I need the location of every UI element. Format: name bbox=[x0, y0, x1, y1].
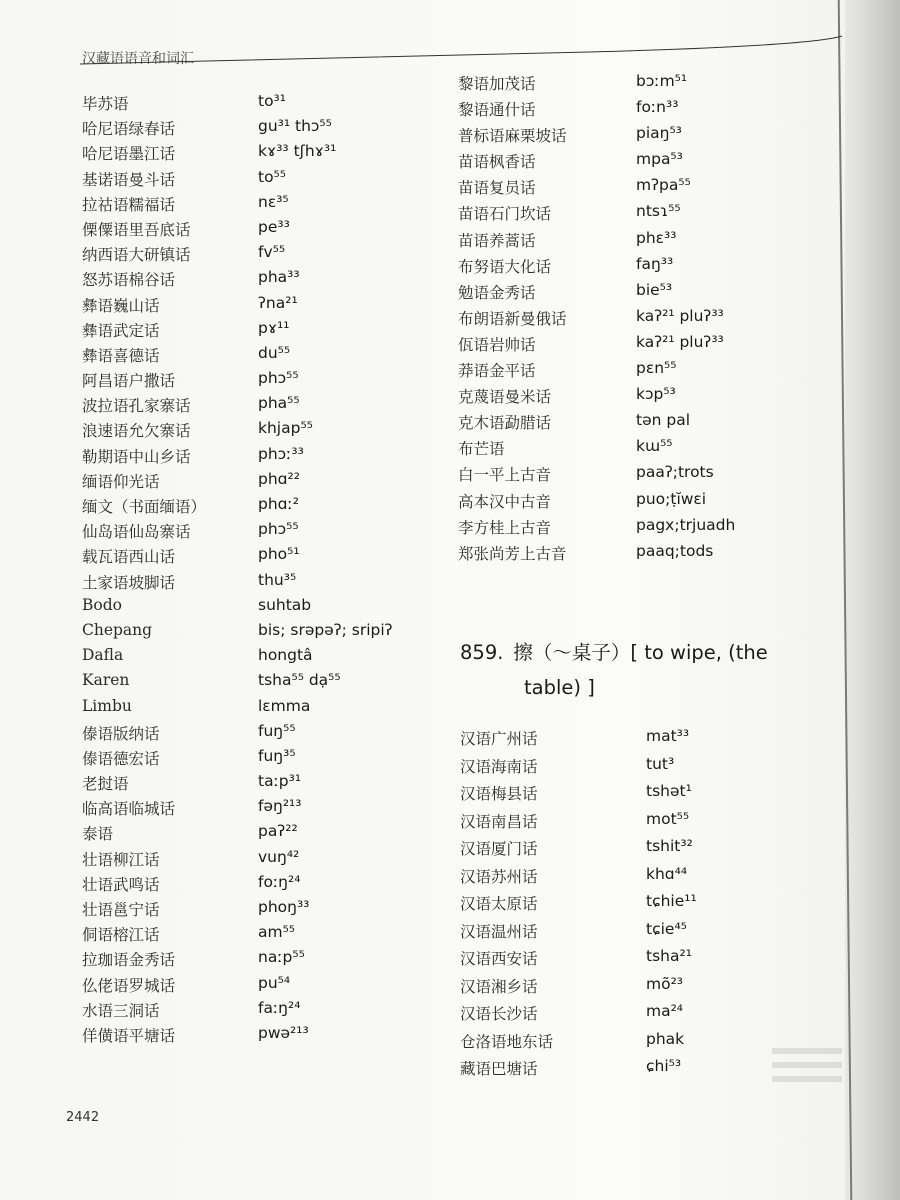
word-form: pu⁵⁴ bbox=[258, 973, 291, 992]
language-name: 哈尼语墨江话 bbox=[82, 145, 176, 164]
language-name: 侗语榕江话 bbox=[82, 926, 160, 945]
language-name: 基诺语曼斗话 bbox=[82, 170, 176, 189]
word-form: tshət¹ bbox=[646, 782, 692, 800]
word-form: pha³³ bbox=[258, 268, 300, 287]
language-name: 李方桂上古音 bbox=[458, 518, 552, 537]
language-name: 汉语湘乡话 bbox=[460, 977, 538, 996]
word-form: gu³¹ thɔ⁵⁵ bbox=[258, 117, 332, 136]
word-form: pha⁵⁵ bbox=[258, 394, 300, 413]
language-name: 汉语南昌话 bbox=[460, 812, 538, 831]
language-name: 汉语海南话 bbox=[460, 757, 538, 776]
word-form: pɤ¹¹ bbox=[258, 318, 290, 337]
word-form: fuŋ³⁵ bbox=[258, 746, 296, 765]
word-form: fv⁵⁵ bbox=[258, 243, 286, 262]
word-form: phɔː³³ bbox=[258, 444, 304, 463]
language-name: 阿昌语户撒话 bbox=[82, 372, 176, 391]
entry-number: 859. bbox=[460, 641, 504, 664]
language-name: 苗语石门坎话 bbox=[458, 205, 552, 224]
language-name: 水语三洞话 bbox=[82, 1001, 160, 1020]
word-form: tɕie⁴⁵ bbox=[646, 919, 687, 938]
word-form: pwə²¹³ bbox=[258, 1023, 309, 1042]
word-form: puo;ṭĭwɛi bbox=[636, 489, 707, 508]
language-name: 纳西语大研镇话 bbox=[82, 246, 191, 265]
language-name: 佯僙语平塘话 bbox=[82, 1026, 176, 1045]
language-name: Karen bbox=[82, 671, 130, 690]
language-name: 老挝语 bbox=[82, 775, 129, 794]
word-form: tɕhie¹¹ bbox=[646, 892, 697, 910]
word-form: faŋ³³ bbox=[636, 254, 674, 273]
language-name: 泰语 bbox=[82, 825, 114, 844]
language-name: 苗语复员话 bbox=[458, 179, 536, 198]
language-name: 仓洛语地东话 bbox=[460, 1032, 554, 1051]
page-number: 2442 bbox=[66, 1110, 100, 1125]
language-name: 佤语岩帅话 bbox=[458, 335, 536, 354]
word-form: kɔp⁵³ bbox=[636, 385, 676, 404]
language-name: 勒期语中山乡话 bbox=[82, 447, 191, 466]
language-name: 汉语厦门话 bbox=[460, 840, 538, 858]
word-form: nɛ³⁵ bbox=[258, 192, 289, 211]
language-name: 浪速语允欠寨话 bbox=[82, 422, 191, 441]
language-name: 布芒语 bbox=[458, 440, 505, 459]
word-form: taːp³¹ bbox=[258, 772, 302, 791]
word-form: thu³⁵ bbox=[258, 570, 297, 589]
word-form: pho⁵¹ bbox=[258, 545, 300, 564]
word-form: pagx;trjuadh bbox=[636, 515, 736, 534]
word-form: foːn³³ bbox=[636, 98, 679, 117]
bleed-through-text bbox=[772, 1040, 842, 1090]
word-form: hongtâ bbox=[258, 646, 313, 665]
language-name: 布努语大化话 bbox=[458, 257, 552, 276]
language-name: 克木语勐腊话 bbox=[458, 414, 552, 433]
language-name: 高本汉中古音 bbox=[458, 492, 552, 511]
language-name: 波拉语孔家寨话 bbox=[82, 397, 191, 416]
word-form: phoŋ³³ bbox=[258, 898, 310, 916]
language-name: 傈僳语里吾底话 bbox=[82, 220, 191, 239]
language-name: Bodo bbox=[82, 595, 122, 614]
word-form: bɔːm⁵¹ bbox=[636, 72, 688, 90]
word-form: mot⁵⁵ bbox=[646, 809, 690, 828]
language-name: 克蔑语曼米话 bbox=[458, 388, 552, 407]
word-form: ɕhi⁵³ bbox=[646, 1057, 682, 1075]
word-form: khjap⁵⁵ bbox=[258, 419, 313, 438]
word-form: foːŋ²⁴ bbox=[258, 872, 301, 891]
language-name: 傣语版纳话 bbox=[82, 724, 160, 743]
language-name: 普标语麻栗坡话 bbox=[458, 127, 567, 146]
language-name: 汉语温州话 bbox=[460, 922, 538, 941]
word-form: ma²⁴ bbox=[646, 1002, 684, 1020]
language-name: 汉语长沙话 bbox=[460, 1005, 538, 1023]
language-name: 土家语坡脚话 bbox=[82, 573, 176, 592]
word-form: mat³³ bbox=[646, 727, 690, 745]
running-header: 汉藏语语音和词汇 bbox=[82, 51, 194, 67]
language-name: 汉语太原话 bbox=[460, 895, 538, 913]
word-form: khɑ⁴⁴ bbox=[646, 864, 688, 883]
word-form: kɤ³³ tʃhɤ³¹ bbox=[258, 142, 337, 161]
language-name: 汉语苏州话 bbox=[460, 867, 538, 886]
word-form: fəŋ²¹³ bbox=[258, 797, 302, 816]
word-form: du⁵⁵ bbox=[258, 343, 291, 362]
word-form: paaʔ;trots bbox=[636, 463, 714, 482]
language-name: 仫佬语罗城话 bbox=[82, 976, 176, 995]
language-name: 黎语通什话 bbox=[458, 101, 536, 120]
word-form: vuŋ⁴² bbox=[258, 847, 300, 866]
word-form: pe³³ bbox=[258, 217, 290, 236]
word-form: am⁵⁵ bbox=[258, 923, 296, 942]
language-name: Dafla bbox=[82, 646, 124, 665]
entry-heading bbox=[460, 626, 820, 680]
word-form: bis; srəpəʔ; sripiʔ bbox=[258, 620, 393, 639]
language-name: 怒苏语棉谷话 bbox=[82, 271, 176, 290]
language-name: 汉语梅县话 bbox=[460, 785, 538, 803]
word-form: kaʔ²¹ pluʔ³³ bbox=[636, 332, 724, 351]
word-form: tshit³² bbox=[646, 837, 693, 855]
language-name: 哈尼语绿春话 bbox=[82, 120, 176, 139]
language-name: Limbu bbox=[82, 696, 132, 715]
language-name: 黎语加茂话 bbox=[458, 75, 536, 93]
language-name: 壮语武鸣话 bbox=[82, 875, 160, 894]
word-form: piaŋ⁵³ bbox=[636, 124, 682, 143]
language-name: 临高语临城话 bbox=[82, 800, 176, 819]
word-form: mʔpa⁵⁵ bbox=[636, 176, 691, 195]
page-edge-shadow bbox=[845, 0, 900, 1200]
language-name: 傣语德宏话 bbox=[82, 749, 160, 768]
word-form: tsha²¹ bbox=[646, 947, 692, 965]
word-form: mpa⁵³ bbox=[636, 150, 683, 169]
word-form: tsha⁵⁵ dạ⁵⁵ bbox=[258, 671, 341, 690]
word-form: naːp⁵⁵ bbox=[258, 948, 305, 967]
word-form: tən pal bbox=[636, 411, 691, 430]
language-name: 彝语喜德话 bbox=[82, 346, 160, 365]
word-form: phɛ³³ bbox=[636, 228, 677, 247]
language-name: 壮语柳江话 bbox=[82, 850, 160, 869]
language-name: 壮语邕宁话 bbox=[82, 901, 160, 919]
word-form: phak bbox=[646, 1029, 685, 1048]
language-name: 郑张尚芳上古音 bbox=[458, 544, 567, 563]
word-form: ntsɿ⁵⁵ bbox=[636, 202, 681, 221]
language-name: 汉语广州话 bbox=[460, 730, 538, 748]
entry-gloss-continued: table) ] bbox=[524, 676, 595, 699]
language-name: 汉语西安话 bbox=[460, 950, 538, 968]
language-name: 拉珈语金秀话 bbox=[82, 951, 176, 970]
language-name: 缅文（书面缅语） bbox=[82, 498, 207, 516]
word-form: tut³ bbox=[646, 754, 675, 773]
word-form: phɔ⁵⁵ bbox=[258, 369, 299, 388]
language-name: 彝语武定话 bbox=[82, 321, 160, 340]
word-form: ʔna²¹ bbox=[258, 293, 298, 312]
language-name: 苗语枫香话 bbox=[458, 153, 536, 172]
language-name: 白一平上古音 bbox=[458, 466, 552, 485]
word-form: paʔ²² bbox=[258, 822, 298, 841]
word-form: pɛn⁵⁵ bbox=[636, 359, 677, 378]
word-form: bie⁵³ bbox=[636, 280, 673, 299]
language-name: Chepang bbox=[82, 620, 153, 639]
word-form: paaq;tods bbox=[636, 541, 714, 560]
language-name: 莽语金平话 bbox=[458, 362, 536, 381]
language-name: 勉语金秀话 bbox=[458, 283, 536, 302]
language-name: 彝语巍山话 bbox=[82, 296, 160, 315]
word-form: to⁵⁵ bbox=[258, 167, 286, 186]
language-name: 布朗语新曼俄话 bbox=[458, 309, 567, 328]
language-name: 载瓦语西山话 bbox=[82, 548, 176, 567]
language-name: 缅语仰光话 bbox=[82, 472, 160, 491]
language-name: 拉祜语糯福话 bbox=[82, 195, 176, 214]
word-form: kaʔ²¹ pluʔ³³ bbox=[636, 306, 724, 325]
entry-headword: 擦（～桌子）[ to wipe, (the bbox=[513, 641, 768, 664]
word-form: phɑ²² bbox=[258, 469, 300, 488]
language-name: 毕苏语 bbox=[82, 95, 129, 113]
word-form: phɑː² bbox=[258, 495, 299, 513]
language-name: 苗语养蒿话 bbox=[458, 231, 536, 250]
word-form: mõ²³ bbox=[646, 974, 684, 993]
word-form: phɔ⁵⁵ bbox=[258, 520, 299, 539]
language-name: 仙岛语仙岛寨话 bbox=[82, 523, 191, 542]
word-form: kɯ⁵⁵ bbox=[636, 437, 673, 456]
word-form: suhtab bbox=[258, 595, 312, 614]
word-form: faːŋ²⁴ bbox=[258, 998, 301, 1017]
word-form: to³¹ bbox=[258, 92, 286, 110]
word-form: fuŋ⁵⁵ bbox=[258, 721, 296, 740]
language-name: 藏语巴塘话 bbox=[460, 1060, 538, 1078]
word-form: lɛmma bbox=[258, 696, 311, 715]
